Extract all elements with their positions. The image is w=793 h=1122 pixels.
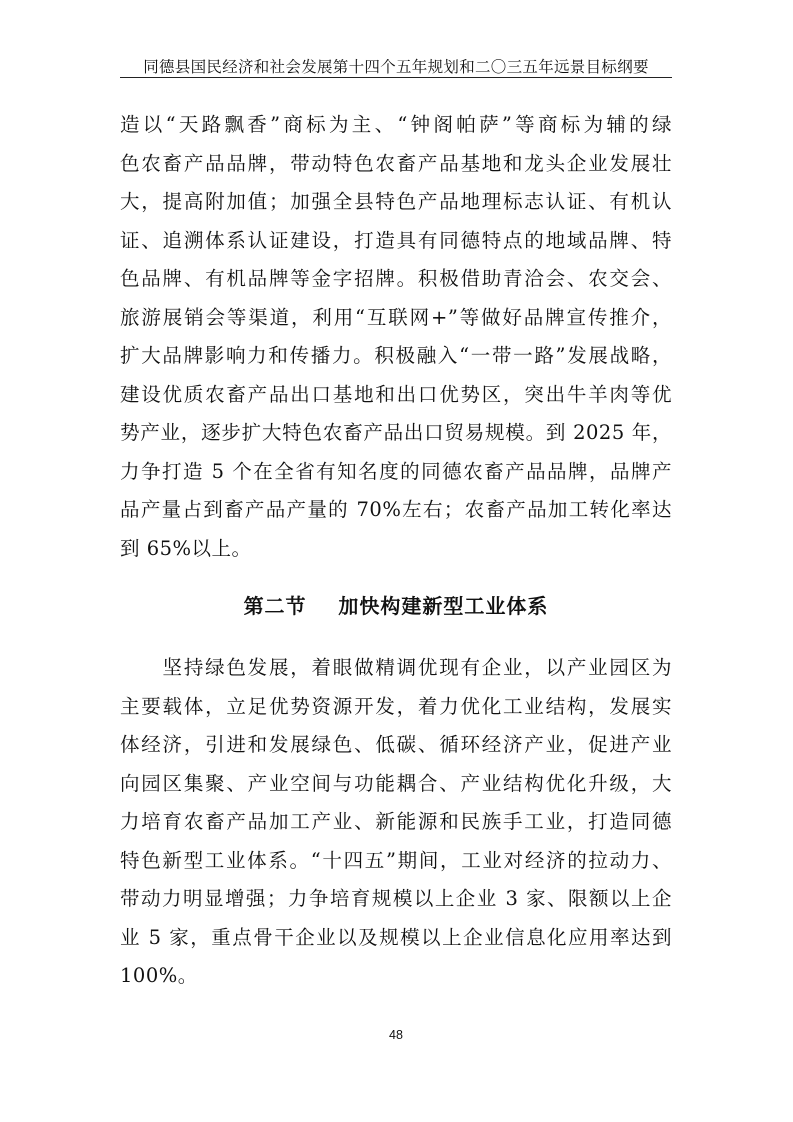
text-line: 势产业，逐步扩大特色农畜产品出口贸易规模。到 2025 年， <box>120 421 672 444</box>
text-line: 色品牌、有机品牌等金字招牌。积极借助青洽会、农交会、 <box>120 267 672 290</box>
text-line: 旅游展销会等渠道，利用“互联网+”等做好品牌宣传推介， <box>120 305 672 329</box>
text-line: 大，提高附加值；加强全县特色产品地理标志认证、有机认 <box>120 190 672 213</box>
paragraph-2 <box>120 649 672 996</box>
text-line: 证、追溯体系认证建设，打造具有同德特点的地域品牌、特 <box>120 228 672 252</box>
text-line: 力培育农畜产品加工产业、新能源和民族手工业，打造同德 <box>120 810 672 833</box>
text-line: 造以“天路飘香”商标为主、“钟阁帕萨”等商标为辅的绿 <box>120 113 672 136</box>
text-line: 扩大品牌影响力和传播力。积极融入“一带一路”发展战略， <box>120 344 672 367</box>
text-line: 向园区集聚、产业空间与功能耦合、产业结构优化升级，大 <box>120 771 672 795</box>
text-line: 到 65%以上。 <box>120 536 252 560</box>
text-line: 坚持绿色发展，着眼做精调优现有企业，以产业园区为 <box>120 656 672 679</box>
page-number: 48 <box>389 1028 403 1042</box>
text-line: 品产量占到畜产品产量的 70%左右；农畜产品加工转化率达 <box>120 498 672 521</box>
text-line: 建设优质农畜产品出口基地和出口优势区，突出牛羊肉等优 <box>120 382 672 406</box>
text-line: 业 5 家，重点骨干企业以及规模以上企业信息化应用率达到 <box>120 925 672 949</box>
text-line: 力争打造 5 个在全省有知名度的同德农畜产品品牌，品牌产 <box>120 459 672 483</box>
text-line: 100%。 <box>120 964 198 987</box>
running-header: 同德县国民经济和社会发展第十四个五年规划和二〇三五年远景目标纲要 <box>143 58 649 76</box>
text-line: 特色新型工业体系。“十四五”期间，工业对经济的拉动力、 <box>120 848 672 872</box>
header-divider <box>120 77 672 78</box>
text-line: 带动力明显增强；力争培育规模以上企业 3 家、限额以上企 <box>120 887 672 910</box>
text-line: 主要载体，立足优势资源开发，着力优化工业结构，发展实 <box>120 694 672 718</box>
section-heading: 第二节 加快构建新型工业体系 <box>243 594 549 618</box>
paragraph-1 <box>120 106 672 568</box>
text-line: 体经济，引进和发展绿色、低碳、循环经济产业，促进产业 <box>120 733 672 756</box>
text-line: 色农畜产品品牌，带动特色农畜产品基地和龙头企业发展壮 <box>120 151 672 175</box>
